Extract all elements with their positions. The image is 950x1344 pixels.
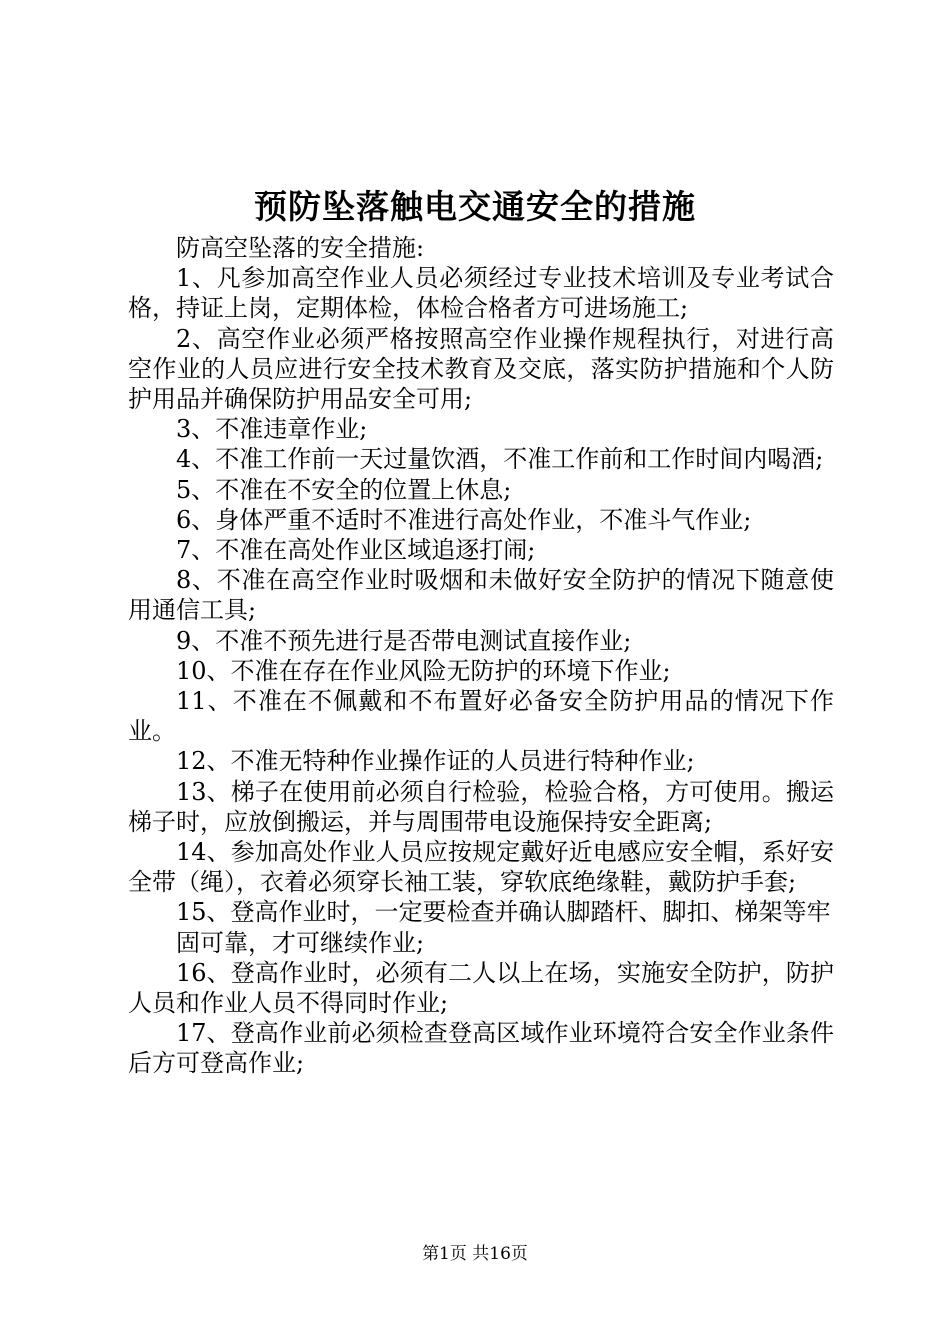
list-item: 7、不准在高处作业区域追逐打闹;: [176, 536, 536, 565]
page-footer: 第1页 共16页: [422, 1244, 528, 1264]
list-item-continuation: 固可靠，才可继续作业;: [176, 928, 425, 957]
list-item: 16、登高作业时，必须有二人以上在场，实施安全防护，防护人员和作业人员不得同时作业;: [128, 958, 834, 1018]
list-item: 5、不准在不安全的位置上休息;: [176, 475, 512, 504]
list-item: 8、不准在高空作业时吸烟和未做好安全防护的情况下随意使用通信工具;: [128, 566, 834, 625]
list-item: 2、高空作业必须严格按照高空作业操作规程执行，对进行高空作业的人员应进行安全技术教育及交底，落实防护措施和个人防护用品并确保防护用品安全可用;: [128, 324, 834, 414]
list-item: 6、身体严重不适时不准进行高处作业，不准斗气作业;: [176, 505, 752, 534]
list-item: 10、不准在存在作业风险无防护的环境下作业;: [176, 656, 671, 685]
list-item: 14、参加高处作业人员应按规定戴好近电感应安全帽，系好安全带（绳），衣着必须穿长袖工装，穿软底绝缘鞋，戴防护手套;: [128, 838, 834, 897]
section-heading: 防高空坠落的安全措施:: [176, 234, 425, 262]
list-item: 11、不准在不佩戴和不布置好必备安全防护用品的情况下作业。: [128, 687, 834, 746]
list-item: 9、不准不预先进行是否带电测试直接作业;: [176, 626, 632, 655]
list-item: 17、登高作业前必须检查登高区域作业环境符合安全作业条件后方可登高作业;: [128, 1019, 834, 1078]
list-item: 4、不准工作前一天过量饮酒，不准工作前和工作时间内喝酒;: [176, 445, 824, 474]
document-body: [128, 233, 834, 1079]
page-title: 预防坠落触电交通安全的措施: [254, 187, 696, 226]
list-item: 3、不准违章作业;: [176, 415, 368, 444]
list-item: 13、梯子在使用前必须自行检验，检验合格，方可使用。搬运梯子时，应放倒搬运，并与周围带电设施保持安全距离;: [128, 777, 834, 836]
list-item: 1、凡参加高空作业人员必须经过专业技术培训及专业考试合格，持证上岗，定期体检，体检合格者方可进场施工;: [128, 264, 834, 323]
list-item: 15、登高作业时，一定要检查并确认脚踏杆、脚扣、梯架等牢: [176, 898, 831, 927]
list-item: 12、不准无特种作业操作证的人员进行特种作业;: [176, 747, 695, 776]
